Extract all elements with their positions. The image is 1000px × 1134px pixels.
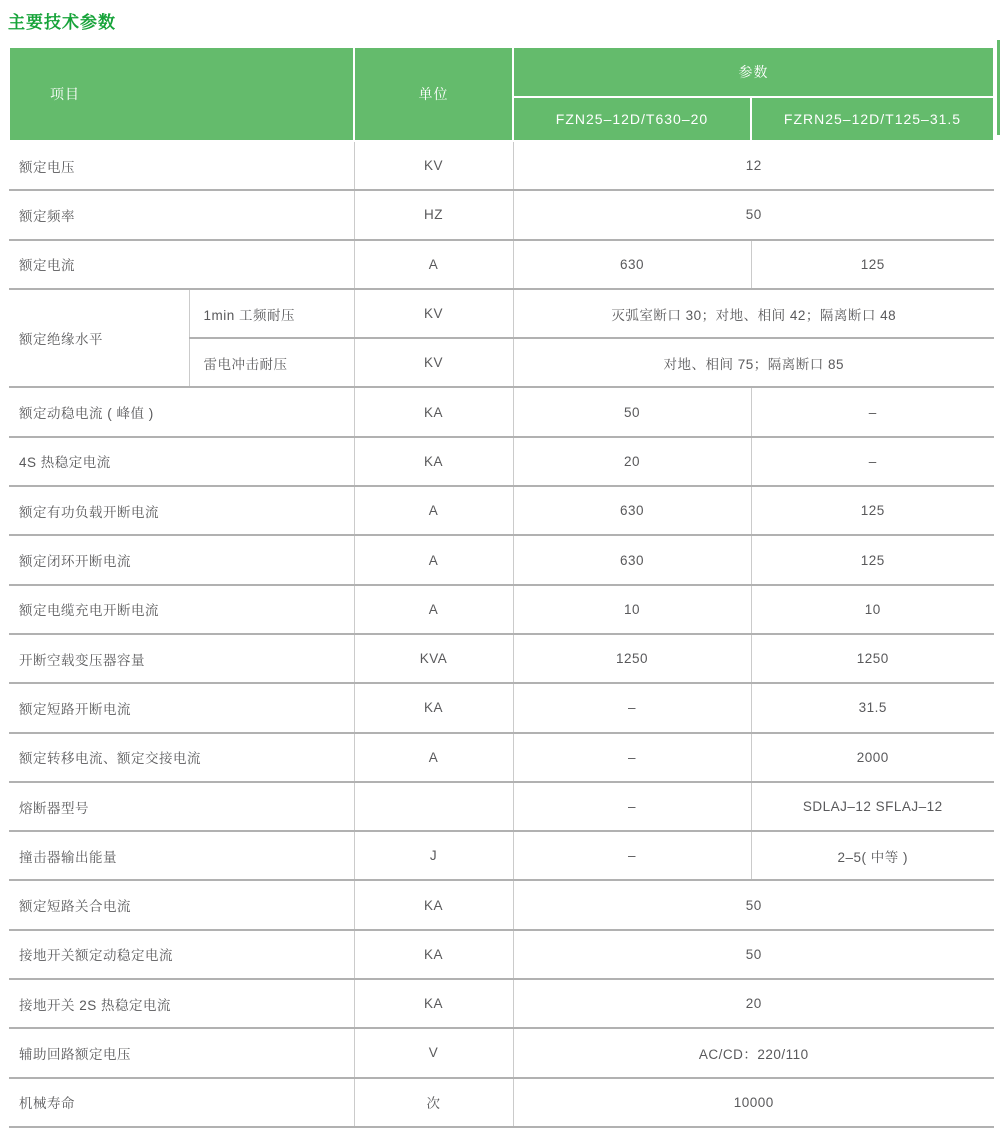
unit-cell: A	[354, 585, 513, 634]
table-header	[9, 47, 994, 141]
value-cell: –	[751, 437, 994, 486]
value-cell: 10	[751, 585, 994, 634]
item-cell: 额定电流	[9, 240, 354, 289]
unit-cell: KA	[354, 930, 513, 979]
page-title: 主要技术参数	[8, 13, 116, 32]
value-cell: 对地、相间 75；隔离断口 85	[513, 338, 994, 387]
value-cell: 50	[513, 880, 994, 929]
value-cell: 1250	[751, 634, 994, 683]
table-row	[9, 782, 994, 831]
header-unit: 单位	[354, 47, 513, 141]
table-row	[9, 585, 994, 634]
table-row	[9, 979, 994, 1028]
table-row	[9, 289, 994, 338]
unit-cell: A	[354, 733, 513, 782]
value-cell: 50	[513, 930, 994, 979]
value-cell: SDLAJ–12 SFLAJ–12	[751, 782, 994, 831]
table-row	[9, 831, 994, 880]
unit-cell: A	[354, 240, 513, 289]
value-cell: 630	[513, 535, 751, 584]
table-row	[9, 1078, 994, 1127]
item-cell: 额定转移电流、额定交接电流	[9, 733, 354, 782]
table-row	[9, 930, 994, 979]
item-cell: 额定短路关合电流	[9, 880, 354, 929]
value-cell: 10	[513, 585, 751, 634]
table-row	[9, 880, 994, 929]
unit-cell: KA	[354, 880, 513, 929]
table-body	[9, 141, 994, 1127]
value-cell: 12	[513, 141, 994, 190]
unit-cell: KV	[354, 141, 513, 190]
unit-cell: KV	[354, 289, 513, 338]
unit-cell: KVA	[354, 634, 513, 683]
value-cell: 50	[513, 387, 751, 436]
table-row	[9, 486, 994, 535]
item-cell: 撞击器输出能量	[9, 831, 354, 880]
unit-cell: 次	[354, 1078, 513, 1127]
value-cell: 125	[751, 240, 994, 289]
table-row	[9, 141, 994, 190]
value-cell: 灭弧室断口 30；对地、相间 42；隔离断口 48	[513, 289, 994, 338]
unit-cell: KA	[354, 683, 513, 732]
item-cell: 额定短路开断电流	[9, 683, 354, 732]
item-cell: 接地开关额定动稳定电流	[9, 930, 354, 979]
item-cell: 额定频率	[9, 190, 354, 239]
table-row	[9, 733, 994, 782]
unit-cell: A	[354, 486, 513, 535]
unit-cell: KA	[354, 387, 513, 436]
table-row	[9, 634, 994, 683]
unit-cell: KV	[354, 338, 513, 387]
value-cell: 630	[513, 240, 751, 289]
table-row	[9, 190, 994, 239]
value-cell: 50	[513, 190, 994, 239]
unit-cell: J	[354, 831, 513, 880]
value-cell: 2–5( 中等 )	[751, 831, 994, 880]
value-cell: 20	[513, 437, 751, 486]
unit-cell: KA	[354, 979, 513, 1028]
item-cell: 额定电缆充电开断电流	[9, 585, 354, 634]
sub-item-cell: 1min 工频耐压	[189, 289, 354, 338]
value-cell: 31.5	[751, 683, 994, 732]
sub-item-cell: 雷电冲击耐压	[189, 338, 354, 387]
spec-table	[8, 46, 995, 1128]
header-model-a: FZN25–12D/T630–20	[513, 97, 751, 141]
item-cell: 接地开关 2S 热稳定电流	[9, 979, 354, 1028]
unit-cell: HZ	[354, 190, 513, 239]
spec-page	[8, 8, 993, 1128]
item-cell: 开断空载变压器容量	[9, 634, 354, 683]
value-cell: 10000	[513, 1078, 994, 1127]
value-cell: 2000	[751, 733, 994, 782]
table-row	[9, 387, 994, 436]
header-model-b: FZRN25–12D/T125–31.5	[751, 97, 994, 141]
header-row-groups	[9, 47, 994, 97]
value-cell: –	[513, 733, 751, 782]
table-row	[9, 1028, 994, 1077]
header-item: 项目	[9, 47, 354, 141]
value-cell: 1250	[513, 634, 751, 683]
item-cell: 额定有功负载开断电流	[9, 486, 354, 535]
item-cell: 机械寿命	[9, 1078, 354, 1127]
value-cell: –	[751, 387, 994, 436]
value-cell: 20	[513, 979, 994, 1028]
item-cell: 额定电压	[19, 159, 75, 175]
table-row	[9, 683, 994, 732]
value-cell: –	[513, 831, 751, 880]
value-cell: 125	[751, 486, 994, 535]
item-cell: 额定闭环开断电流	[9, 535, 354, 584]
unit-cell: KA	[354, 437, 513, 486]
table-row	[9, 535, 994, 584]
item-cell: 4S 热稳定电流	[9, 437, 354, 486]
item-cell: 额定动稳电流 ( 峰值 )	[9, 387, 354, 436]
unit-cell: V	[354, 1028, 513, 1077]
item-cell: 熔断器型号	[9, 782, 354, 831]
header-parameters-group: 参数	[513, 47, 994, 97]
value-cell: AC/CD：220/110	[513, 1028, 994, 1077]
unit-cell: A	[354, 535, 513, 584]
unit-cell	[354, 782, 513, 831]
item-cell: 额定绝缘水平	[9, 289, 189, 388]
value-cell: 125	[751, 535, 994, 584]
table-row	[9, 240, 994, 289]
value-cell: –	[513, 782, 751, 831]
item-cell: 辅助回路额定电压	[9, 1028, 354, 1077]
value-cell: 630	[513, 486, 751, 535]
table-row	[9, 437, 994, 486]
value-cell: –	[513, 683, 751, 732]
